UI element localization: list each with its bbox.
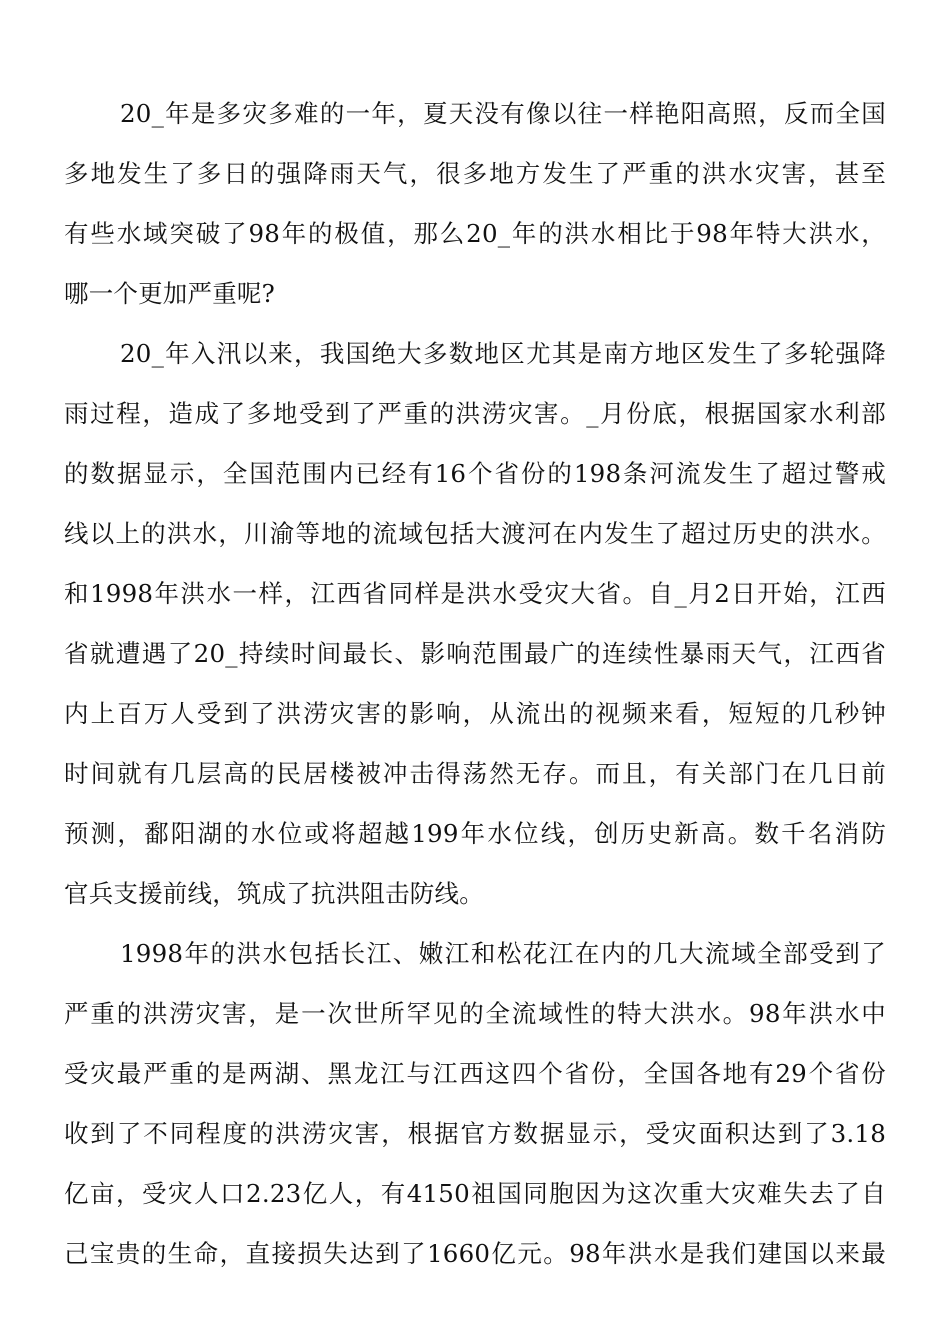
text-line: 己宝贵的生命，直接损失达到了1660亿元。98年洪水是我们建国以来最 xyxy=(64,1239,886,1268)
text-line: 20_年是多灾多难的一年，夏天没有像以往一样艳阳高照，反而全国 xyxy=(120,99,886,128)
text-line: 有些水域突破了98年的极值，那么20_年的洪水相比于98年特大洪水， xyxy=(64,219,886,248)
text-line: 线以上的洪水，川渝等地的流域包括大渡河在内发生了超过历史的洪水。 xyxy=(64,519,886,548)
text-line: 和1998年洪水一样，江西省同样是洪水受灾大省。自_月2日开始，江西 xyxy=(64,579,886,608)
text-line: 20_年入汛以来，我国绝大多数地区尤其是南方地区发生了多轮强降 xyxy=(120,339,886,368)
text-line: 省就遭遇了20_持续时间最长、影响范围最广的连续性暴雨天气，江西省 xyxy=(64,639,886,668)
text-line: 多地发生了多日的强降雨天气，很多地方发生了严重的洪水灾害，甚至 xyxy=(64,159,886,188)
text-line: 内上百万人受到了洪涝灾害的影响，从流出的视频来看，短短的几秒钟 xyxy=(64,699,886,728)
text-line: 哪一个更加严重呢? xyxy=(64,279,275,308)
paragraph-1 xyxy=(64,84,886,324)
text-line: 时间就有几层高的民居楼被冲击得荡然无存。而且，有关部门在几日前 xyxy=(64,759,886,788)
text-line: 预测，鄱阳湖的水位或将超越199年水位线，创历史新高。数千名消防 xyxy=(64,819,886,848)
text-line: 雨过程，造成了多地受到了严重的洪涝灾害。_月份底，根据国家水利部 xyxy=(64,399,886,428)
paragraph-2 xyxy=(64,324,886,924)
text-line: 1998年的洪水包括长江、嫩江和松花江在内的几大流域全部受到了 xyxy=(120,939,886,968)
text-line: 受灾最严重的是两湖、黑龙江与江西这四个省份，全国各地有29个省份 xyxy=(64,1059,886,1088)
text-line: 官兵支援前线，筑成了抗洪阻击防线。 xyxy=(64,879,484,908)
text-line: 亿亩，受灾人口2.23亿人，有4150祖国同胞因为这次重大灾难失去了自 xyxy=(64,1179,886,1208)
text-line: 收到了不同程度的洪涝灾害，根据官方数据显示，受灾面积达到了3.18 xyxy=(64,1119,886,1148)
document-body xyxy=(64,84,886,1284)
text-line: 的数据显示，全国范围内已经有16个省份的198条河流发生了超过警戒 xyxy=(64,459,886,488)
paragraph-3 xyxy=(64,924,886,1284)
text-line: 严重的洪涝灾害，是一次世所罕见的全流域性的特大洪水。98年洪水中 xyxy=(64,999,886,1028)
